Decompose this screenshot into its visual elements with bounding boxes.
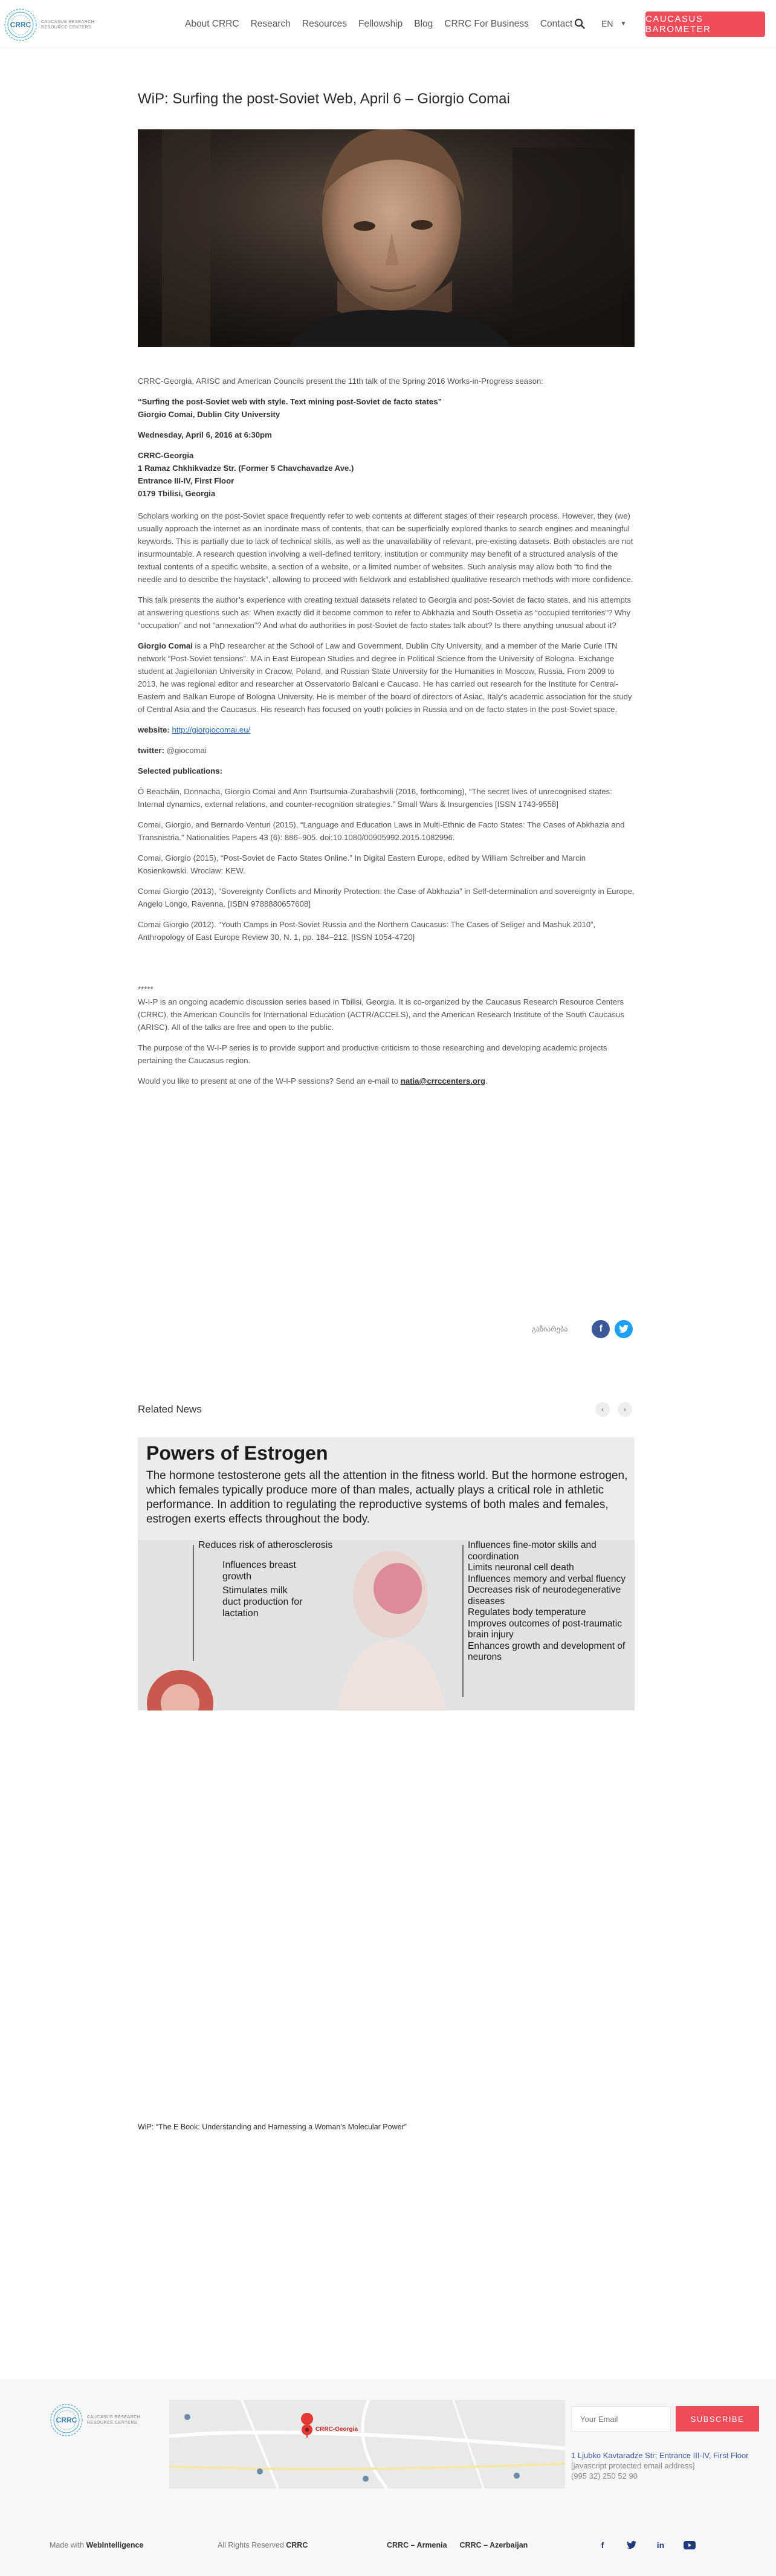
twitter-bird-icon xyxy=(619,1325,629,1333)
site-footer xyxy=(0,2379,776,2576)
made-with-text: Made with xyxy=(50,2541,86,2549)
logo-text: CAUCASUS RESEARCH RESOURCE CENTERS xyxy=(41,20,95,30)
nav-research[interactable]: Research xyxy=(250,19,291,29)
share-bar xyxy=(532,1320,633,1338)
youtube-icon[interactable] xyxy=(682,2537,697,2553)
social-links xyxy=(595,2537,711,2553)
twitter-share-icon[interactable] xyxy=(615,1320,633,1338)
wip-description: W-I-P is an ongoing academic discussion series based in Tbilisi, Georgia. It is co-organized by the Caucasus Research Resource Centers (CRRC), the American Councils for International Education (ACTR/ACCELS), and the American Research Institute of the South Caucasus (ARISC). All of the talks are free and open to the public. xyxy=(138,997,624,1032)
footer-address xyxy=(571,2450,752,2481)
chevron-down-icon: ▼ xyxy=(620,20,627,27)
twitter-label: twitter: xyxy=(138,746,164,755)
rights-text: All Rights Reserved xyxy=(218,2541,286,2549)
publications-heading: Selected publications: xyxy=(138,766,222,775)
address-text[interactable]: 1 Ljubko Kavtaradze Str; Entrance III-IV, First Floor xyxy=(571,2451,749,2460)
facebook-icon[interactable]: f xyxy=(601,2540,604,2550)
abstract-paragraph-1: Scholars working on the post-Soviet space frequently refer to web contents at different stages of their research process. However, they (we) usually approach the internet as an inordinate mass of contents, that can be superficially explored thanks to search engines and meaningful keywords. This is partially due to lack of technical skills, as well as the unavailability of relevant, pre-existing datasets. Both obstacles are not insurmountable. A research question involving a well-defined territory, institution or community may benefit of a structured analysis of the textual contents of a specific website, a section of a website, or a limited number of websites. Such analysis may allow both “to find the needle and to describe the haystack”, allowing to proceed with fieldwork and established qualitative research methods with more confidence. xyxy=(138,511,633,584)
speaker-photo xyxy=(138,129,635,347)
talk-info xyxy=(138,395,635,421)
facebook-share-icon[interactable]: f xyxy=(592,1320,610,1338)
separator-stars: ***** xyxy=(138,985,154,994)
link-crrc-azerbaijan[interactable]: CRRC – Azerbaijan xyxy=(459,2541,528,2549)
link-crrc-armenia[interactable]: CRRC – Armenia xyxy=(387,2541,447,2549)
speaker-bio xyxy=(138,639,635,716)
poster-right-item: Influences memory and verbal fluency xyxy=(468,1573,626,1584)
carousel-prev-icon[interactable]: ‹ xyxy=(595,1402,610,1417)
nav-fellowship[interactable]: Fellowship xyxy=(358,19,403,29)
svg-text:CRRC: CRRC xyxy=(56,2416,77,2424)
language-selector[interactable] xyxy=(601,19,626,28)
linkedin-icon[interactable]: in xyxy=(656,2540,665,2550)
nav-resources[interactable]: Resources xyxy=(302,19,348,29)
event-date: Wednesday, April 6, 2016 at 6:30pm xyxy=(138,430,272,439)
talk-title: “Surfing the post-Soviet web with style. Text mining post-Soviet de facto states” xyxy=(138,397,442,406)
wip-contact-text: Would you like to present at one of the W-I-P sessions? Send an e-mail to xyxy=(138,1076,401,1086)
share-label: გაზიარება xyxy=(532,1325,568,1333)
poster-right-item: Enhances growth and development of neurons xyxy=(468,1640,626,1662)
map-pin-label: CRRC-Georgia xyxy=(315,2426,358,2433)
location-map[interactable] xyxy=(169,2400,565,2488)
speaker-name: Giorgio Comai, Dublin City University xyxy=(138,410,280,419)
wip-contact xyxy=(138,1075,635,1087)
publication-item: Comai, Giorgio, and Bernardo Venturi (2015), “Language and Education Laws in Multi-Ethnic de Facto States: The Cases of Abkhazia and Transnistria.” Nationalities Papers 43 (6): 886–905. doi:10.1080/00905992.2015.1082996. xyxy=(138,820,625,842)
poster-title: Powers of Estrogen xyxy=(146,1442,328,1464)
map-graphic xyxy=(169,2400,565,2488)
related-news-image[interactable] xyxy=(138,1437,635,1710)
crrc-logo[interactable] xyxy=(4,8,97,42)
twitter-line xyxy=(138,744,635,757)
footer-logo-text: CAUCASUS RESEARCH RESOURCE CENTERS xyxy=(87,2415,141,2425)
bio-name: Giorgio Comai xyxy=(138,641,193,650)
made-by-link[interactable]: WebIntelligence xyxy=(86,2541,144,2549)
publication-item: Comai Giorgio (2012). “Youth Camps in Post-Soviet Russia and the Northern Caucasus: The Cases of Seliger and Mashuk 2010”, Anthropology of East Europe Review 30, N. 1, pp. 184–212. [ISSN 1054-4720] xyxy=(138,920,596,942)
caucasus-barometer-button[interactable]: CAUCASUS BAROMETER xyxy=(645,11,765,37)
related-news-caption[interactable]: WiP: “The E Book: Understanding and Harnessing a Woman’s Molecular Power” xyxy=(138,2123,407,2131)
nav-business[interactable]: CRRC For Business xyxy=(444,19,529,29)
footer-email[interactable]: [javascript protected email address] xyxy=(571,2461,695,2470)
venue-line: 0179 Tbilisi, Georgia xyxy=(138,489,216,498)
venue-line: Entrance III-IV, First Floor xyxy=(138,476,234,485)
copyright xyxy=(218,2541,308,2549)
page-title: WiP: Surfing the post-Soviet Web, April 6 – Giorgio Comai xyxy=(138,91,510,107)
twitter-handle: @giocomai xyxy=(166,746,207,755)
poster-left-item: Reduces risk of atherosclerosis xyxy=(198,1540,333,1550)
footer-logo[interactable] xyxy=(50,2403,143,2437)
bio-text: is a PhD researcher at the School of Law and Government, Dublin City University, and a member of the Marie Curie ITN network “Post-Soviet tensions”. MA in East European Studies and degree in Political Science from the University of Bologna. Exchange student at Jagiellonian University in Cracow, Poland, and Russian State University for the Humanities in Moscow, Russia. From 2009 to 2013, he was regional editor and researcher at Osservatorio Balcani e Caucaso. He has carried out research for the Institute for Central-Eastern and Balkan Europe of Bologna University. He is member of the board of directors of Asiac, Italy’s academic association for the study of Central Asia and the Caucasus. His research has focused on youth policies in Russia and on de facto states in the post-Soviet space. xyxy=(138,641,632,714)
poster-right-item: Influences fine-motor skills and coordination xyxy=(468,1540,597,1562)
article-intro: CRRC-Georgia, ARISC and American Councils present the 11th talk of the Spring 2016 Works-in-Progress season: xyxy=(138,377,543,386)
language-label: EN xyxy=(601,19,613,28)
footer-phone: (995 32) 250 52 90 xyxy=(571,2471,638,2481)
nav-about[interactable]: About CRRC xyxy=(185,19,239,29)
website-link[interactable]: http://giorgiocomai.eu/ xyxy=(172,725,251,734)
site-header xyxy=(0,0,776,48)
abstract-paragraph-2: This talk presents the author’s experience with creating textual datasets related to Georgia and post-Soviet de facto states, and his attempts at answering questions such as: When exactly did it become common to refer to Abkhazia and South Ossetia as “occupied territories”? Why “occupation” and not “annexation”? And what do authorities in post-Soviet de facto states talk about? Is there anything unusual about it? xyxy=(138,595,632,630)
rights-owner: CRRC xyxy=(286,2541,308,2549)
poster-illustration xyxy=(138,1540,635,1710)
poster-body: The hormone testosterone gets all the attention in the fitness world. But the hormone estrogen, which females typically produce more of than males, actually plays a critical role in athletic performance. In addition to regulating the reproductive systems of both males and females, estrogen exerts effects throughout the body. xyxy=(146,1469,628,1526)
venue-line: 1 Ramaz Chkhikvadze Str. (Former 5 Chavchavadze Ave.) xyxy=(138,464,354,473)
publication-item: Comai Giorgio (2013), “Sovereignty Conflicts and Minority Protection: the Case of Abkhazia” in Self-determination and sovereignty in Europe, Angelo Longo, Ravenna. [ISBN 9788880657608] xyxy=(138,887,635,908)
poster-right-item: Decreases risk of neurodegenerative diseases xyxy=(468,1585,621,1607)
website-label: website: xyxy=(138,725,170,734)
website-line xyxy=(138,723,635,736)
wip-purpose: The purpose of the W-I-P series is to provide support and productive criticism to those researching and developing academic projects pertaining the Caucasus region. xyxy=(138,1043,607,1065)
main-nav xyxy=(185,17,584,31)
hero-image xyxy=(138,129,635,347)
wip-contact-end: . xyxy=(485,1076,488,1086)
poster-right-item: Limits neuronal cell death xyxy=(468,1562,574,1573)
carousel-next-icon[interactable]: › xyxy=(618,1402,632,1417)
event-venue xyxy=(138,449,635,500)
publication-item: Ó Beacháin, Donnacha, Giorgio Comai and Ann Tsurtsumia-Zurabashvili (2016, forthcoming), “The secret lives of unrecognised states: Internal dynamics, external relations, and counter-recognition strategies.” Small Wars & Insurgencies [ISSN 1743-9558] xyxy=(138,787,612,809)
twitter-icon[interactable] xyxy=(624,2537,639,2553)
svg-text:CRRC: CRRC xyxy=(10,21,31,29)
newsletter-email-input[interactable] xyxy=(571,2406,671,2432)
twitter-bird-icon xyxy=(627,2541,636,2549)
publication-item: Comai, Giorgio (2015), “Post-Soviet de Facto States Online.” In Digital Eastern Europe, edited by William Schreiber and Marcin Kosienkowski. Wroclaw: KEW. xyxy=(138,853,586,875)
crrc-logo-mark-icon xyxy=(4,8,37,42)
poster-right-item: Regulates body temperature xyxy=(468,1607,586,1617)
made-with xyxy=(50,2541,143,2549)
poster-right-list xyxy=(468,1540,631,1663)
poster-left-item: Stimulates milk duct production for lactation xyxy=(222,1585,303,1619)
search-icon[interactable] xyxy=(574,18,585,29)
contact-email-link[interactable]: natia@crrccenters.org xyxy=(400,1076,486,1086)
poster-right-item: Improves outcomes of post-traumatic brain injury xyxy=(468,1618,622,1640)
nav-blog[interactable]: Blog xyxy=(414,19,433,29)
article-body xyxy=(138,375,635,1095)
related-news-heading: Related News xyxy=(138,1403,202,1415)
sister-links xyxy=(387,2541,528,2549)
subscribe-button[interactable]: SUBSCRIBE xyxy=(676,2406,759,2432)
venue-line: CRRC-Georgia xyxy=(138,451,194,460)
crrc-logo-mark-icon xyxy=(50,2403,83,2437)
nav-contact[interactable]: Contact xyxy=(540,19,573,29)
poster-left-item: Influences breast growth xyxy=(222,1560,296,1582)
youtube-play-icon xyxy=(684,2541,696,2549)
